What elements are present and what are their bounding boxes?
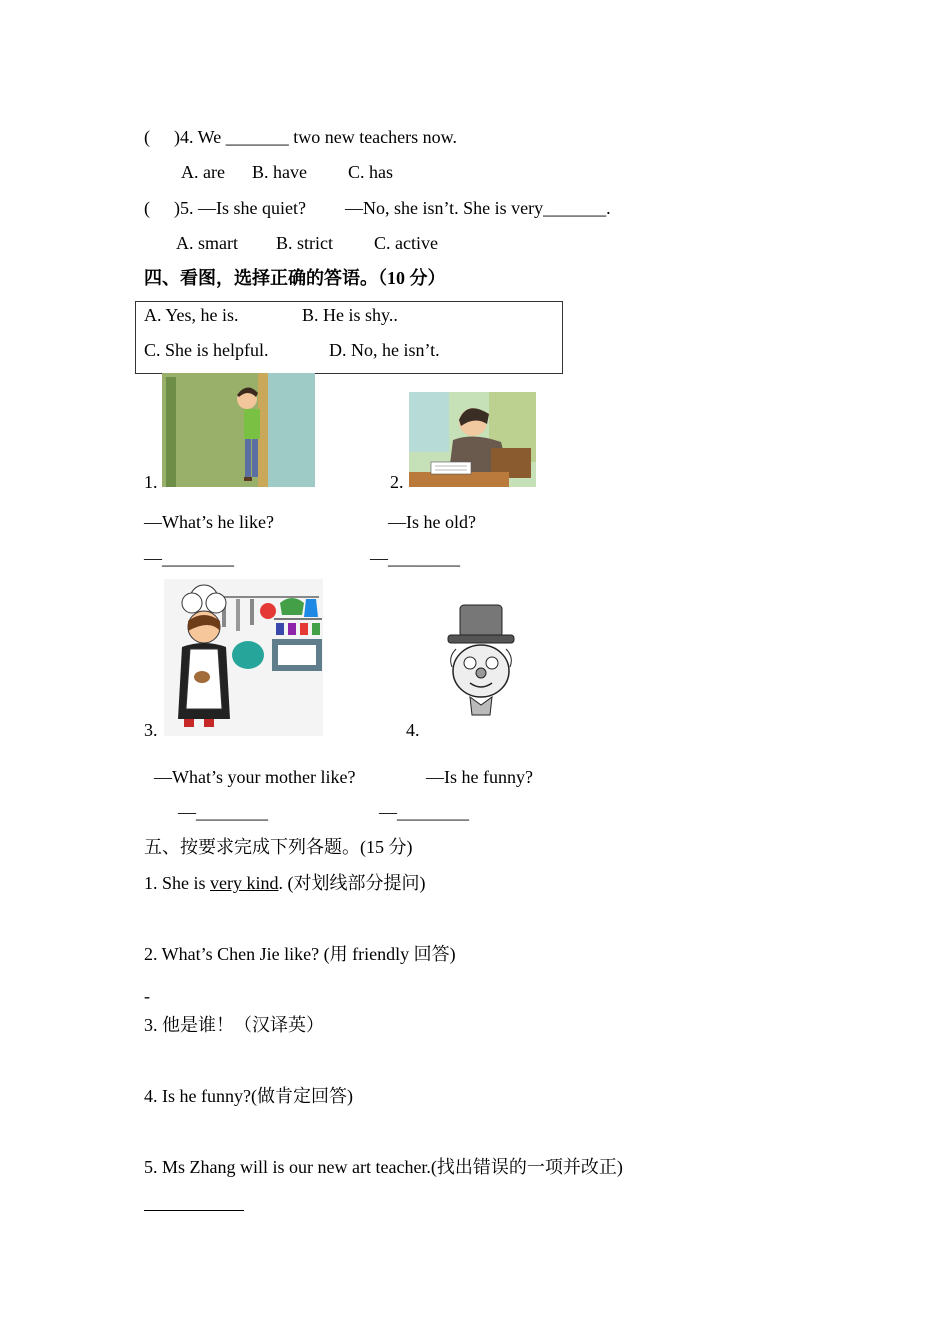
question-5-paren: ( xyxy=(144,198,150,218)
item-2-question: —Is he old? xyxy=(388,512,476,532)
part5-question-3: 3. 他是谁！（汉译英） xyxy=(144,1015,324,1035)
part5-question-2: 2. What’s Chen Jie like? (用 friendly 回答) xyxy=(144,944,456,964)
q5-option-c: C. active xyxy=(374,233,438,253)
part5-question-1: 1. She is very kind. (对划线部分提问) xyxy=(144,873,426,893)
q5-option-b: B. strict xyxy=(276,233,333,253)
answer-dash: - xyxy=(144,986,150,1006)
section-4-heading: 四、看图，选择正确的答语。（10 分） xyxy=(144,268,446,288)
q4-option-b: B. have xyxy=(252,162,307,182)
choice-a: A. Yes, he is. xyxy=(144,305,239,325)
q4-option-a: A. are xyxy=(181,162,225,182)
item-1-question: —What’s he like? xyxy=(144,512,274,532)
question-4-paren: ( xyxy=(144,127,150,147)
item-3-question: —What’s your mother like? xyxy=(154,767,356,787)
old-man-reading-picture xyxy=(409,392,536,487)
choice-c: C. She is helpful. xyxy=(144,340,269,360)
picture-4-number: 4. xyxy=(406,720,420,740)
q4-option-c: C. has xyxy=(348,162,393,182)
item-4-question: —Is he funny? xyxy=(426,767,533,787)
part5-question-5: 5. Ms Zhang will is our new art teacher.(找出错误的一项并改正) xyxy=(144,1157,623,1177)
section-5-heading: 五、按要求完成下列各题。(15 分) xyxy=(144,837,413,857)
answer-line xyxy=(144,1210,244,1211)
item-1-answer: —________ xyxy=(144,548,234,568)
picture-3-number: 3. xyxy=(144,720,158,740)
item-4-answer: —________ xyxy=(379,802,469,822)
q5-option-a: A. smart xyxy=(176,233,238,253)
picture-2-number: 2. xyxy=(390,472,404,492)
shy-boy-picture xyxy=(162,373,315,487)
choice-d: D. No, he isn’t. xyxy=(329,340,440,360)
funny-man-picture xyxy=(440,601,522,719)
cook-mother-picture xyxy=(164,579,323,736)
part5-question-4: 4. Is he funny?(做肯定回答) xyxy=(144,1086,353,1106)
choice-b: B. He is shy.. xyxy=(302,305,398,325)
picture-1-number: 1. xyxy=(144,472,158,492)
question-5-stem-reply: —No, she isn’t. She is very_______. xyxy=(345,198,611,218)
item-2-answer: —________ xyxy=(370,548,460,568)
item-3-answer: —________ xyxy=(178,802,268,822)
underlined-phrase: very kind xyxy=(210,873,279,893)
question-5-stem: )5. —Is she quiet? xyxy=(174,198,306,218)
question-4-stem: )4. We _______ two new teachers now. xyxy=(174,127,457,147)
